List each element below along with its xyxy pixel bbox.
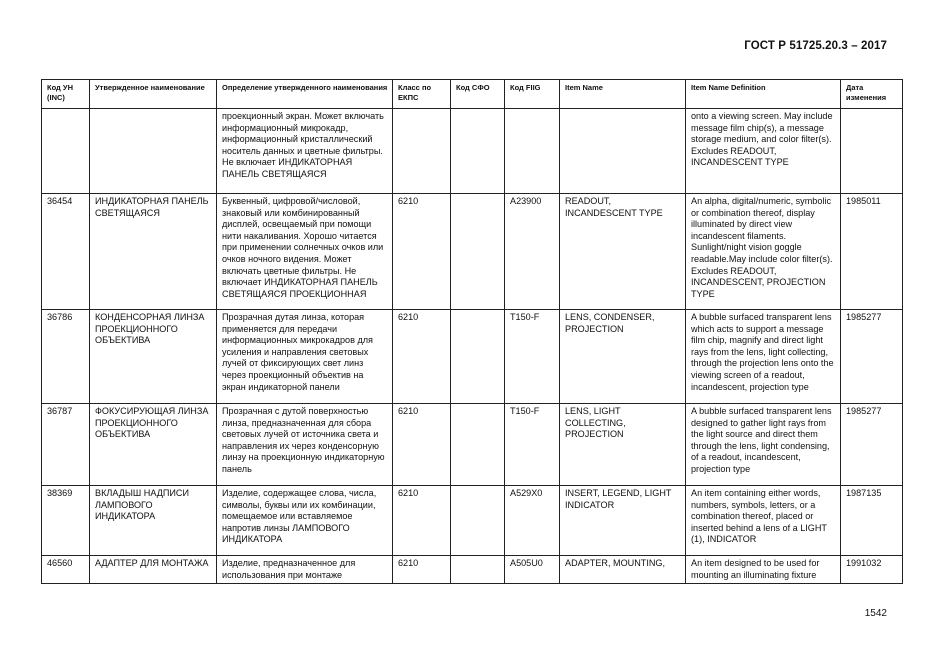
header-name: Утвержденное наименование bbox=[90, 80, 217, 109]
cell-sfo bbox=[451, 109, 505, 194]
table-row bbox=[42, 486, 903, 556]
cell-class: 6210 bbox=[393, 556, 451, 584]
cell-name: ИНДИКАТОРНАЯ ПАНЕЛЬ СВЕТЯЩАЯСЯ bbox=[90, 194, 217, 310]
cell-class: 6210 bbox=[393, 486, 451, 556]
header-definition: Определение утвержденного наименования bbox=[217, 80, 393, 109]
cell-class: 6210 bbox=[393, 404, 451, 486]
cell-item-name bbox=[560, 109, 686, 194]
cell-name bbox=[90, 109, 217, 194]
cell-definition: Прозрачная с дутой поверхностью линза, предназначенная для сбора световых лучей от источника света и направления их через конденсорную линзу на проекционную индикаторную панель bbox=[217, 404, 393, 486]
document-code: ГОСТ Р 51725.20.3 – 2017 bbox=[744, 40, 887, 52]
cell-definition: Прозрачная дутая линза, которая применяется для передачи информационных микрокадров для усиления и направления световых лучей от фиксирующих свет линз через проекционный объектив на экран индикаторной панели bbox=[217, 310, 393, 404]
cell-item-name: INSERT, LEGEND, LIGHT INDICATOR bbox=[560, 486, 686, 556]
header-date: Дата изменения bbox=[841, 80, 903, 109]
header-item-definition: Item Name Definition bbox=[686, 80, 841, 109]
table-header-row bbox=[42, 80, 903, 109]
cell-fiig: A529X0 bbox=[505, 486, 560, 556]
cell-fiig: A505U0 bbox=[505, 556, 560, 584]
cell-fiig bbox=[505, 109, 560, 194]
cell-inc: 36787 bbox=[42, 404, 90, 486]
cell-item-name: ADAPTER, MOUNTING, bbox=[560, 556, 686, 584]
cell-item-name: LENS, LIGHT COLLECTING, PROJECTION bbox=[560, 404, 686, 486]
cell-sfo bbox=[451, 310, 505, 404]
cell-inc: 38369 bbox=[42, 486, 90, 556]
header-fiig: Код FIIG bbox=[505, 80, 560, 109]
cell-sfo bbox=[451, 194, 505, 310]
table-row bbox=[42, 556, 903, 584]
cell-class bbox=[393, 109, 451, 194]
cell-definition: проекционный экран. Может включать информационный микрокадр, информационный кристаллический носитель данных и цветные фильтры. Не включает ИНДИКАТОРНАЯ ПАНЕЛЬ СВЕТЯЩАЯСЯ bbox=[217, 109, 393, 194]
cell-class: 6210 bbox=[393, 194, 451, 310]
cell-fiig: T150-F bbox=[505, 310, 560, 404]
items-table bbox=[41, 79, 903, 584]
cell-item-definition: onto a viewing screen. May include message film chip(s), a message storage medium, and color filter(s). Excludes READOUT, INCANDESCENT TYPE bbox=[686, 109, 841, 194]
cell-name: ВКЛАДЫШ НАДПИСИ ЛАМПОВОГО ИНДИКАТОРА bbox=[90, 486, 217, 556]
header-class: Класс по ЕКПС bbox=[393, 80, 451, 109]
header-item-name: Item Name bbox=[560, 80, 686, 109]
table-row bbox=[42, 404, 903, 486]
cell-inc: 46560 bbox=[42, 556, 90, 584]
cell-name: ФОКУСИРУЮЩАЯ ЛИНЗА ПРОЕКЦИОННОГО ОБЪЕКТИВА bbox=[90, 404, 217, 486]
cell-item-name: READOUT, INCANDESCENT TYPE bbox=[560, 194, 686, 310]
cell-item-definition: An item containing either words, numbers, symbols, letters, or a combination thereof, placed or inserted behind a lens of a LIGHT (1), INDICATOR bbox=[686, 486, 841, 556]
cell-item-definition: An alpha, digital/numeric, symbolic or combination thereof, display illuminated by direct view incandescent filaments. Sunlight/night vision goggle readable.May include color filter(s). Excludes READOUT, INCANDESCENT, PROJECTION TYPE bbox=[686, 194, 841, 310]
header-inc: Код УН (INC) bbox=[42, 80, 90, 109]
cell-fiig: A23900 bbox=[505, 194, 560, 310]
cell-definition: Изделие, предназначенное для использования при монтаже bbox=[217, 556, 393, 584]
table-row bbox=[42, 194, 903, 310]
cell-inc: 36786 bbox=[42, 310, 90, 404]
cell-inc: 36454 bbox=[42, 194, 90, 310]
cell-fiig: T150-F bbox=[505, 404, 560, 486]
cell-date: 1985011 bbox=[841, 194, 903, 310]
cell-item-name: LENS, CONDENSER, PROJECTION bbox=[560, 310, 686, 404]
cell-date: 1991032 bbox=[841, 556, 903, 584]
table-row bbox=[42, 109, 903, 194]
header-sfo: Код СФО bbox=[451, 80, 505, 109]
cell-definition: Изделие, содержащее слова, числа, символы, буквы или их комбинации, помещаемое или вставляемое напротив линзы ЛАМПОВОГО ИНДИКАТОРА bbox=[217, 486, 393, 556]
cell-sfo bbox=[451, 486, 505, 556]
cell-date: 1985277 bbox=[841, 310, 903, 404]
cell-item-definition: A bubble surfaced transparent lens designed to gather light rays from the light source and direct them through the lens, light condensing, of a readout, incandescent, projection type bbox=[686, 404, 841, 486]
cell-sfo bbox=[451, 404, 505, 486]
cell-class: 6210 bbox=[393, 310, 451, 404]
cell-name: АДАПТЕР ДЛЯ МОНТАЖА bbox=[90, 556, 217, 584]
page-number: 1542 bbox=[864, 608, 887, 619]
cell-item-definition: An item designed to be used for mounting an illuminating fixture bbox=[686, 556, 841, 584]
cell-item-definition: A bubble surfaced transparent lens which acts to support a message film chip, magnify and direct light rays from the lens, light collecting, through the projection lens onto the viewing screen of a readout, incandescent, projection type bbox=[686, 310, 841, 404]
cell-name: КОНДЕНСОРНАЯ ЛИНЗА ПРОЕКЦИОННОГО ОБЪЕКТИВА bbox=[90, 310, 217, 404]
cell-inc bbox=[42, 109, 90, 194]
cell-definition: Буквенный, цифровой/числовой, знаковый или комбинированный дисплей, освещаемый при помощи нити накаливания. Хорошо читается при применении солнечных очков или очков ночного видения. Может включать цветные фильтры. Не включает ИНДИКАТОРНАЯ ПАНЕЛЬ СВЕТЯЩАЯСЯ ПРОЕКЦИОННАЯ bbox=[217, 194, 393, 310]
cell-date: 1985277 bbox=[841, 404, 903, 486]
cell-sfo bbox=[451, 556, 505, 584]
table-row bbox=[42, 310, 903, 404]
cell-date: 1987135 bbox=[841, 486, 903, 556]
cell-date bbox=[841, 109, 903, 194]
